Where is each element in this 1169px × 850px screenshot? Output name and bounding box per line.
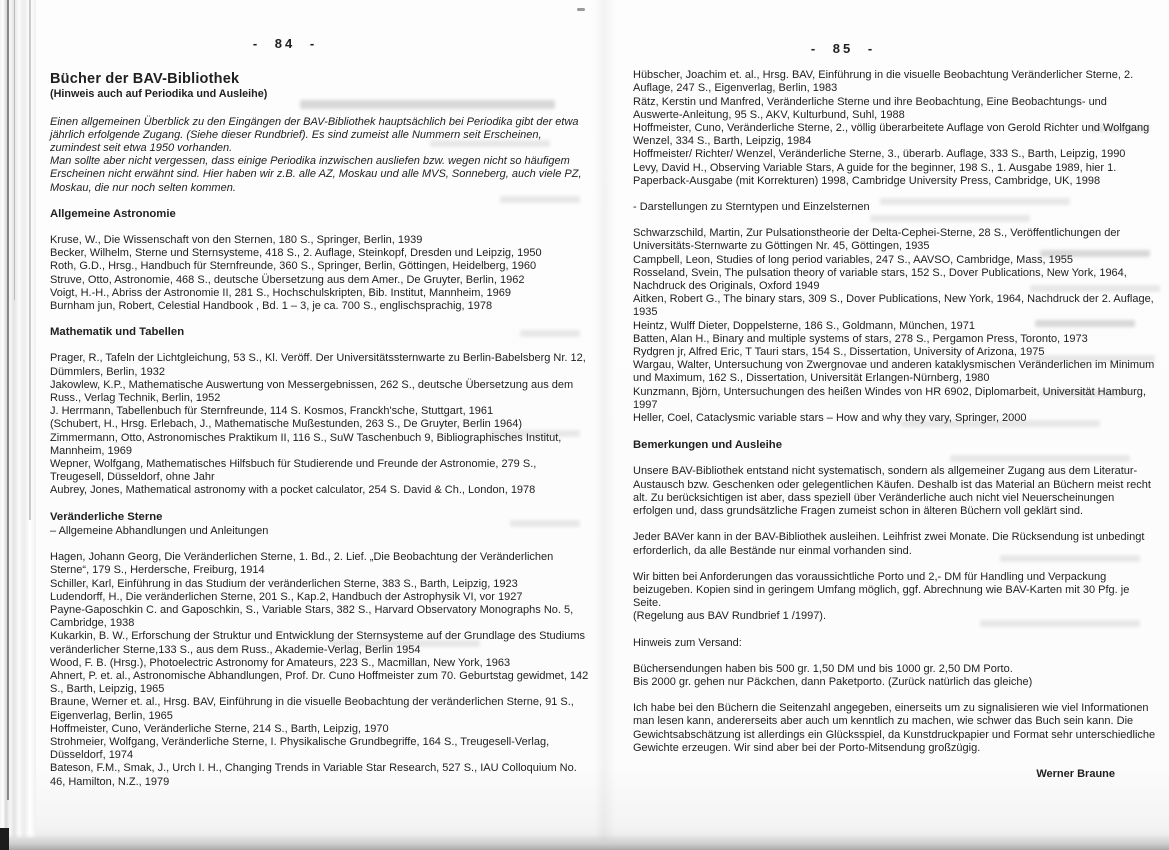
section-subheading: - Darstellungen zu Sterntypen und Einzelsternen — [633, 201, 870, 214]
book-entry: Hübscher, Joachim et. al., Hrsg. BAV, Einführung in die visuelle Beobachtung Veränderlicher Sterne, 2. Auflage, 247 S., Eigenverlag, Berlin, 1983 — [633, 69, 1134, 95]
book-entry: Zimmermann, Otto, Astronomisches Praktikum II, 116 S., SuW Taschenbuch 9, Bibliographisches Institut, Mannheim, 1969 — [50, 431, 562, 457]
book-entry: Payne-Gaposchkin C. and Gaposchkin, S., Variable Stars, 382 S., Harvard Observatory Monographs No. 5, Cambridge, 1938 — [50, 603, 574, 630]
book-entry: Hoffmeister, Cuno, Veränderliche Sterne, 214 S., Barth, Leipzig, 1970 — [50, 722, 389, 735]
shipping-heading: Hinweis zum Versand: — [633, 636, 742, 649]
regulation-note: (Regelung aus BAV Rundbrief 1 /1997). — [633, 610, 827, 623]
book-entry: Hoffmeister/ Richter/ Wenzel, Veränderliche Sterne, 3., überarb. Auflage, 333 S., Barth, Leipzig, 1990 — [633, 148, 1126, 161]
book-entry: Hagen, Johann Georg, Die Veränderlichen Sterne, 1. Bd., 2. Lief. „Die Beobachtung der Veränderlichen Sterne“, 179 S., Herdersche, Freiburg, 1914 — [50, 551, 554, 577]
section-allgemeine-astronomie — [50, 208, 590, 313]
page-84 — [50, 0, 590, 789]
book-entry: Kukarkin, B. W., Erforschung der Struktur und Entwicklung der Sternsysteme auf der Grundlage des Studiums veränderlicher Sterne,133 S., aus dem Russ., Akademie-Verlag, Berlin 1954 — [50, 630, 585, 656]
page-number: - 85 - — [810, 41, 876, 56]
page-edge-line — [29, 0, 31, 520]
book-entry: Rätz, Kerstin und Manfred, Veränderliche Sterne und ihre Beobachtung, Eine Beobachtungs- und Auswerte-Anleitung, 95 S., AKV, Kulturbund, Suhl, 1988 — [633, 95, 1107, 121]
page-edge-line — [14, 0, 15, 300]
section-mathematik-und-tabellen — [50, 326, 590, 497]
book-entry: Kunzmann, Björn, Untersuchungen des heißen Windes von HR 6902, Diplomarbeit, Universität Hamburg, 1997 — [633, 385, 1146, 411]
book-entry: Rydgren jr, Alfred Eric, T Tauri stars, 154 S., Dissertation, University of Arizona, 1975 — [633, 346, 1045, 359]
body-paragraph: Unsere BAV-Bibliothek entstand nicht systematisch, sondern als allgemeiner Zugang aus dem Literatur-Austausch bzw. Geschenken oder gelegentlichen Käufen. Deshalb ist das Material an Büchern meist recht alt. Zu berücksichtigen ist aber, dass speziell über Veränderliche auch nicht viel Neuerscheinungen erfolgen und, dass grundsätzliche Fragen zumeist schon in älteren Büchern voll geklärt sind. — [633, 465, 1151, 518]
book-entry: Aubrey, Jones, Mathematical astronomy with a pocket calculator, 254 S. David & Ch., London, 1978 — [50, 484, 536, 497]
section-heading: Allgemeine Astronomie — [50, 207, 176, 220]
book-entry: J. Herrmann, Tabellenbuch für Sternfreunde, 114 S. Kosmos, Franckh'sche, Stuttgart, 1961 — [50, 405, 494, 418]
scan-shadow-bottom — [0, 834, 1169, 850]
book-entry: Roth, G.D., Hrsg., Handbuch für Sternfreunde, 360 S., Springer, Berlin, Göttingen, Heidelberg, 1960 — [50, 260, 537, 273]
book-entry: Prager, R., Tafeln der Lichtgleichung, 53 S., Kl. Veröff. Der Universitätssternwarte zu Berlin-Babelsberg Nr. 12, Dümmlers, Berlin, 1932 — [50, 352, 586, 378]
signature: Werner Braune — [1036, 767, 1115, 780]
body-paragraph: Jeder BAVer kann in der BAV-Bibliothek ausleihen. Leihfrist zwei Monate. Die Rücksendung ist unbedingt erforderlich, da alle Bestände nur einmal vorhanden sind. — [633, 531, 1145, 557]
book-entry: Schwarzschild, Martin, Zur Pulsationstheorie der Delta-Cephei-Sterne, 28 S., Veröffentlichungen der Universitäts-Sternwarte zu Göttingen Nr. 45, Göttingen, 1935 — [633, 227, 1121, 253]
book-entry: Levy, David H., Observing Variable Stars, A guide for the beginner, 198 S., 1. Ausgabe 1989, hier 1. Paperback-Ausgabe (mit Korrekturen) 1998, Cambridge University Press, Cambridge, UK, 1998 — [633, 161, 1117, 187]
scan-corner-mark — [0, 828, 9, 850]
section-subheading: – Allgemeine Abhandlungen und Anleitungen — [50, 524, 269, 537]
shipping-line: Bis 2000 gr. gehen nur Päckchen, dann Paketporto. (Zurück natürlich das gleiche) — [633, 675, 1033, 688]
book-entry: Aitken, Robert G., The binary stars, 309 S., Dover Publications, New York, 1964, Nachdruck der 2. Auflage, 1935 — [633, 293, 1154, 319]
book-list — [633, 69, 1157, 188]
book-entry: Burnham jun, Robert, Celestial Handbook , Bd. 1 – 3, je ca. 700 S., englischsprachig, 1978 — [50, 300, 493, 313]
book-entry: Jakowlew, K.P., Mathematische Auswertung von Messergebnissen, 262 S., deutsche Übersetzung aus dem Russ., Verlag Technik, Berlin, 1952 — [50, 378, 574, 405]
book-entry: (Schubert, H., Hrsg. Erlebach, J., Mathematische Mußestunden, 263 S., De Gruyter, Berlin 1964) — [50, 418, 522, 431]
book-entry: Becker, Wilhelm, Sterne und Sternsysteme, 418 S., 2. Auflage, Steinkopf, Dresden und Leipzig, 1950 — [50, 247, 542, 260]
book-entry: Schiller, Karl, Einführung in das Studium der veränderlichen Sterne, 383 S., Barth, Leipzig, 1923 — [50, 577, 518, 590]
intro-block — [50, 116, 590, 195]
document-title: Bücher der BAV-Bibliothek — [50, 71, 240, 88]
book-entry: Ludendorff, H., Die veränderlichen Sterne, 201 S., Kap.2, Handbuch der Astrophysik VI, vor 1927 — [50, 590, 523, 603]
page-edge-line — [7, 0, 9, 800]
book-entry: Voigt, H.-H., Abriss der Astronomie II, 281 S., Hochschulskripten, Bib. Institut, Mannheim, 1969 — [50, 286, 511, 299]
remarks-heading: Bemerkungen und Ausleihe — [633, 439, 782, 452]
book-entry: Hoffmeister, Cuno, Veränderliche Sterne, 2., völlig überarbeitete Auflage von Gerold Richter und Wolfgang Wenzel, 334 S., Barth, Leipzig, 1984 — [633, 122, 1150, 148]
page-85 — [633, 0, 1157, 781]
book-entry: Wargau, Walter, Untersuchung von Zwergnovae und anderen kataklysmischen Veränderlichen im Minimum und Maximum, 162 S., Dissertation, Universität Erlangen-Nürnberg, 1980 — [633, 359, 1155, 385]
book-entry: Braune, Werner et. al., Hrsg. BAV, Einführung in die visuelle Beobachtung der veränderlichen Sterne, 91 S., Eigenverlag, Berlin, 1965 — [50, 696, 574, 722]
section-heading: Veränderliche Sterne — [50, 510, 163, 523]
page-number: - 84 - — [252, 36, 318, 51]
book-entry: Struve, Otto, Astronomie, 468 S., deutsche Übersetzung aus dem Amer., De Gruyter, Berlin, 1962 — [50, 273, 525, 286]
book-entry: Ahnert, P. et. al., Astronomische Abhandlungen, Prof. Dr. Cuno Hoffmeister zum 70. Geburtstag gewidmet, 142 S., Barth, Leipzig, 1965 — [50, 669, 589, 696]
book-entry: Bateson, F.M., Smak, J., Urch I. H., Changing Trends in Variable Star Research, 527 S., IAU Colloquium No. 46, Hamilton, N.Z., 1979 — [50, 762, 577, 788]
book-entry: Strohmeier, Wolfgang, Veränderliche Sterne, I. Physikalische Grundbegriffe, 164 S., Treugesell-Verlag, Düsseldorf, 1974 — [50, 735, 550, 762]
book-list — [50, 234, 590, 313]
section-heading: Mathematik und Tabellen — [50, 326, 185, 339]
book-list — [633, 227, 1157, 425]
body-paragraph: Wir bitten bei Anforderungen das voraussichtliche Porto und 2,- DM für Handling und Verpackung beizugeben. Kopien sind in geringem Umfang möglich, ggf. Abrechnung wie BAV-Karten mit 30 Pfg. je Seite. — [633, 570, 1130, 610]
book-entry: Heintz, Wulff Dieter, Doppelsterne, 186 S., Goldmann, München, 1971 — [633, 319, 976, 332]
shipping-line: Büchersendungen haben bis 500 gr. 1,50 DM und bis 1000 gr. 2,50 DM Porto. — [633, 662, 1013, 675]
book-entry: Campbell, Leon, Studies of long period variables, 247 S., AAVSO, Cambridge, Mass, 1955 — [633, 253, 1074, 266]
gutter-shadow — [594, 0, 616, 850]
book-list — [50, 352, 590, 497]
document-subtitle: (Hinweis auch auf Periodika und Ausleihe) — [50, 88, 268, 101]
closing-paragraph: Ich habe bei den Büchern die Seitenzahl angegeben, einerseits um zu signalisieren wie viel Informationen man lesen kann, andererseits aber auch um kenntlich zu machen, wie schwer das Buch sein kann. Die Gewichtsabschätzung ist allerdings ein Glücksspiel, da Kunstdruckpapier und Format sehr unterschiedliche Gewichte erzeugen. Wir sind aber bei der Porto-Mitsendung großzügig. — [633, 702, 1156, 754]
book-entry: Kruse, W., Die Wissenschaft von den Sternen, 180 S., Springer, Berlin, 1939 — [50, 234, 423, 247]
book-entry: Wood, F. B. (Hrsg.), Photoelectric Astronomy for Amateurs, 223 S., Macmillan, New York, 1963 — [50, 656, 511, 669]
book-entry: Heller, Coel, Cataclysmic variable stars – How and why they vary, Springer, 2000 — [633, 412, 1027, 425]
section-veraenderliche-sterne — [50, 511, 590, 789]
book-entry: Rosseland, Svein, The pulsation theory of variable stars, 152 S., Dover Publications, New York, 1964, Nachdruck des Originals, Oxford 1949 — [633, 266, 1127, 293]
book-entry: Wepner, Wolfgang, Mathematisches Hilfsbuch für Studierende und Freunde der Astronomie, 279 S., Treugesell, Düsseldorf, ohne Jahr — [50, 458, 537, 484]
intro-paragraph: Einen allgemeinen Überblick zu den Eingängen der BAV-Bibliothek hauptsächlich bei Periodika gibt der etwa jährlich erfolgende Zugang. (Siehe dieser Rundbrief). Es sind zumeist alle Nummern seit Erscheinen, zumindest seit etwa 1950 vorhanden. — [50, 115, 579, 155]
intro-paragraph: Man sollte aber nicht vergessen, dass einige Periodika inzwischen ausliefen bzw. wegen nicht so häufigem Erscheinen nicht erwähnt sind. Hier haben wir z.B. alle AZ, Moskau und alle MVS, Sonneberg, auch viele PZ, Moskau, die nur noch selten kommen. — [50, 155, 582, 194]
book-list — [50, 551, 590, 789]
book-entry: Batten, Alan H., Binary and multiple systems of stars, 278 S., Pergamon Press, Toronto, 1973 — [633, 332, 1088, 345]
